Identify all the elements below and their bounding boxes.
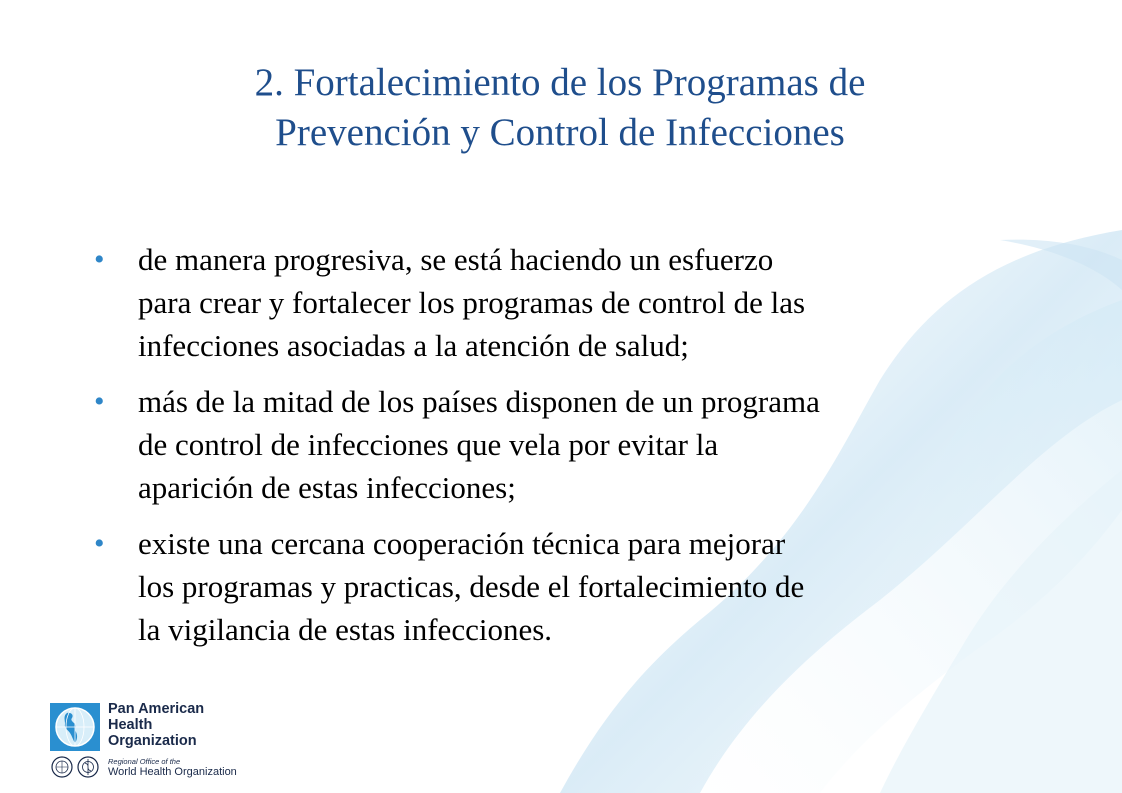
bullet-line: más de la mitad de los países disponen de un programa: [138, 384, 820, 419]
seal-icons: [50, 755, 102, 779]
bullet-line: existe una cercana cooperación técnica para mejorar: [138, 526, 786, 561]
bullet-item: [92, 380, 1032, 509]
logo-name-line-1: Pan American: [108, 701, 205, 717]
bullet-line: aparición de estas infecciones;: [138, 470, 516, 505]
logo-regional-office: Regional Office of the: [108, 757, 181, 766]
slide-title-line-2: Prevención y Control de Infecciones: [275, 111, 845, 154]
logo-who-name: World Health Organization: [108, 766, 237, 778]
bullet-line: los programas y practicas, desde el fortalecimiento de: [138, 569, 805, 604]
slide-title: [60, 58, 1060, 158]
bullet-icon: •: [94, 385, 105, 418]
bullet-item: [92, 238, 1032, 367]
bullet-line: de manera progresiva, se está haciendo un esfuerzo: [138, 242, 774, 277]
globe-icon: [50, 703, 100, 751]
bullet-icon: •: [94, 243, 105, 276]
bullet-line: la vigilancia de estas infecciones.: [138, 612, 553, 647]
bullet-icon: •: [94, 527, 105, 560]
bullet-list: [92, 238, 1032, 664]
logo-name-line-2: Health: [108, 717, 153, 733]
paho-logo: [48, 700, 248, 784]
bullet-line: infecciones asociadas a la atención de salud;: [138, 328, 689, 363]
slide-title-line-1: 2. Fortalecimiento de los Programas de: [254, 61, 866, 104]
bullet-line: de control de infecciones que vela por evitar la: [138, 427, 719, 462]
logo-name-line-3: Organization: [108, 733, 197, 749]
bullet-item: [92, 522, 1032, 651]
bullet-line: para crear y fortalecer los programas de control de las: [138, 285, 806, 320]
logo-organization-name: [108, 701, 204, 749]
